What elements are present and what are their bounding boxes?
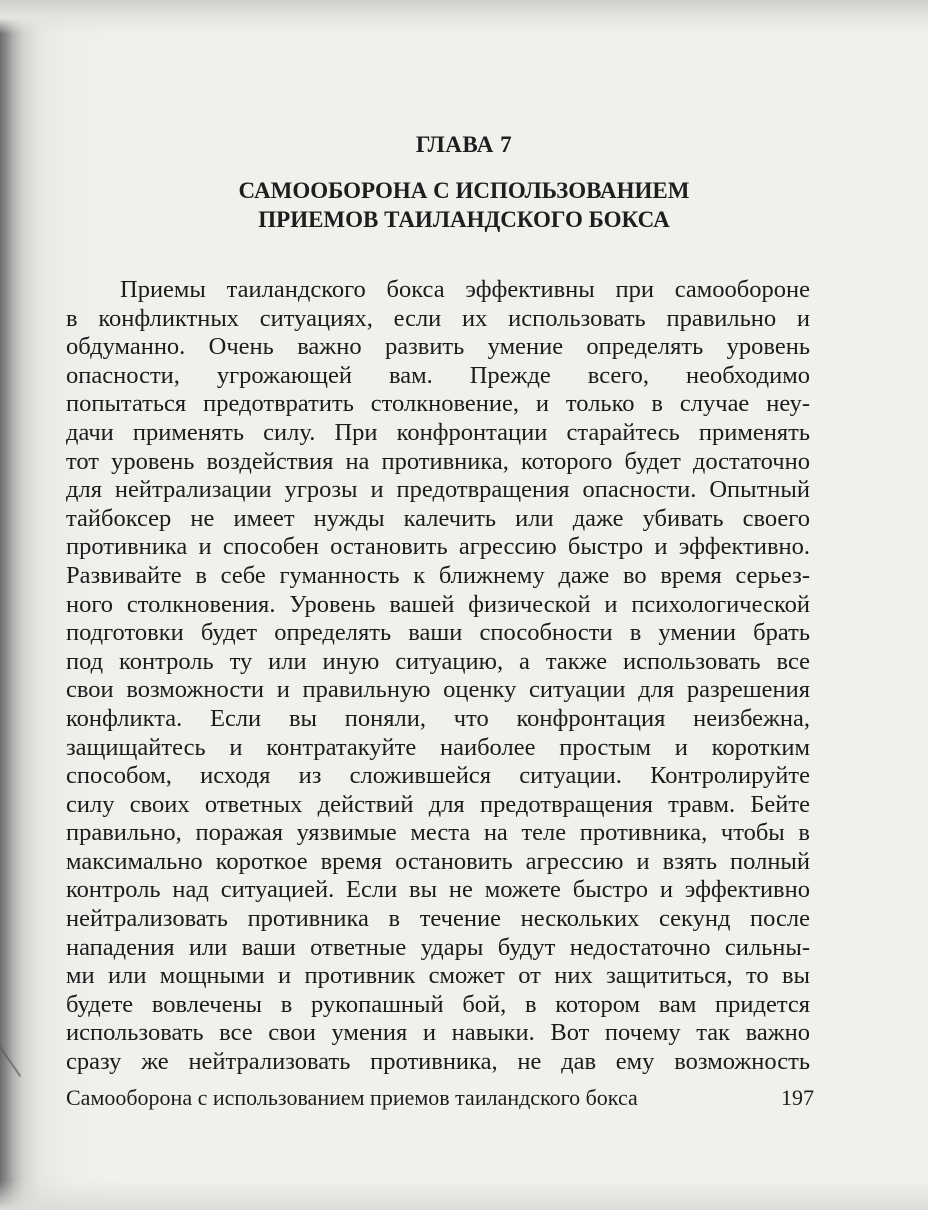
text-line: использовать все свои умения и навыки. Вот почему так важно bbox=[66, 1019, 810, 1047]
text-line: обдуманно. Очень важно развить умение определять уровень bbox=[66, 333, 810, 361]
text-line: для нейтрализации угрозы и предотвращения опасности. Опытный bbox=[66, 476, 810, 504]
text-line: в конфликтных ситуациях, если их использовать правильно и bbox=[66, 304, 810, 332]
text-line: сразу же нейтрализовать противника, не дав ему возможность bbox=[66, 1048, 810, 1076]
chapter-label: ГЛАВА 7 bbox=[415, 132, 513, 157]
title-line: САМООБОРОНА С ИСПОЛЬЗОВАНИЕМ bbox=[238, 178, 690, 203]
text-line: попытаться предотвратить столкновение, и только в случае неу- bbox=[66, 390, 810, 418]
text-line: свои возможности и правильную оценку ситуации для разрешения bbox=[66, 676, 810, 704]
text-line: опасности, угрожающей вам. Прежде всего, необходимо bbox=[66, 361, 810, 389]
text-line: нападения или ваши ответные удары будут недостаточно сильны- bbox=[66, 933, 810, 961]
text-line: конфликта. Если вы поняли, что конфронтация неизбежна, bbox=[66, 704, 810, 732]
text-line: тайбоксер не имеет нужды калечить или даже убивать своего bbox=[66, 504, 810, 532]
text-line: под контроль ту или иную ситуацию, а также использовать все bbox=[66, 647, 810, 675]
body-paragraph bbox=[66, 276, 810, 1077]
text-line: ного столкновения. Уровень вашей физической и психологической bbox=[66, 590, 810, 618]
running-title: Самооборона с использованием приемов таиландского бокса bbox=[66, 1085, 638, 1110]
text-line: дачи применять силу. При конфронтации старайтесь применять bbox=[66, 418, 810, 446]
chapter-title bbox=[0, 176, 928, 234]
top-edge-shadow bbox=[0, 0, 928, 34]
text-line: максимально короткое время остановить агрессию и взять полный bbox=[66, 847, 810, 875]
text-line: правильно, поражая уязвимые места на теле противника, чтобы в bbox=[66, 819, 810, 847]
text-line: ми или мощными и противник сможет от них защититься, то вы bbox=[66, 962, 810, 990]
text-line: Приемы таиландского бокса эффективны при самообороне bbox=[120, 276, 810, 303]
page-number: 197 bbox=[781, 1085, 814, 1110]
text-line: подготовки будет определять ваши способности в умении брать bbox=[66, 619, 810, 647]
spine-mark bbox=[0, 1043, 21, 1077]
text-line: нейтрализовать противника в течение нескольких секунд после bbox=[66, 905, 810, 933]
text-line: Развивайте в себе гуманность к ближнему даже во время серьез- bbox=[66, 561, 810, 589]
text-line: силу своих ответных действий для предотвращения травм. Бейте bbox=[66, 790, 810, 818]
text-line: способом, исходя из сложившейся ситуации. Контролируйте bbox=[66, 762, 810, 790]
text-line: противника и способен остановить агрессию быстро и эффективно. bbox=[66, 533, 810, 561]
text-line: защищайтесь и контратакуйте наиболее простым и коротким bbox=[66, 733, 810, 761]
bottom-edge-shadow bbox=[0, 1180, 928, 1210]
title-line: ПРИЕМОВ ТАИЛАНДСКОГО БОКСА bbox=[258, 207, 670, 232]
text-line: контроль над ситуацией. Если вы не можете быстро и эффективно bbox=[66, 876, 810, 904]
text-line: тот уровень воздействия на противника, которого будет достаточно bbox=[66, 447, 810, 475]
text-line: будете вовлечены в рукопашный бой, в котором вам придется bbox=[66, 990, 810, 1018]
